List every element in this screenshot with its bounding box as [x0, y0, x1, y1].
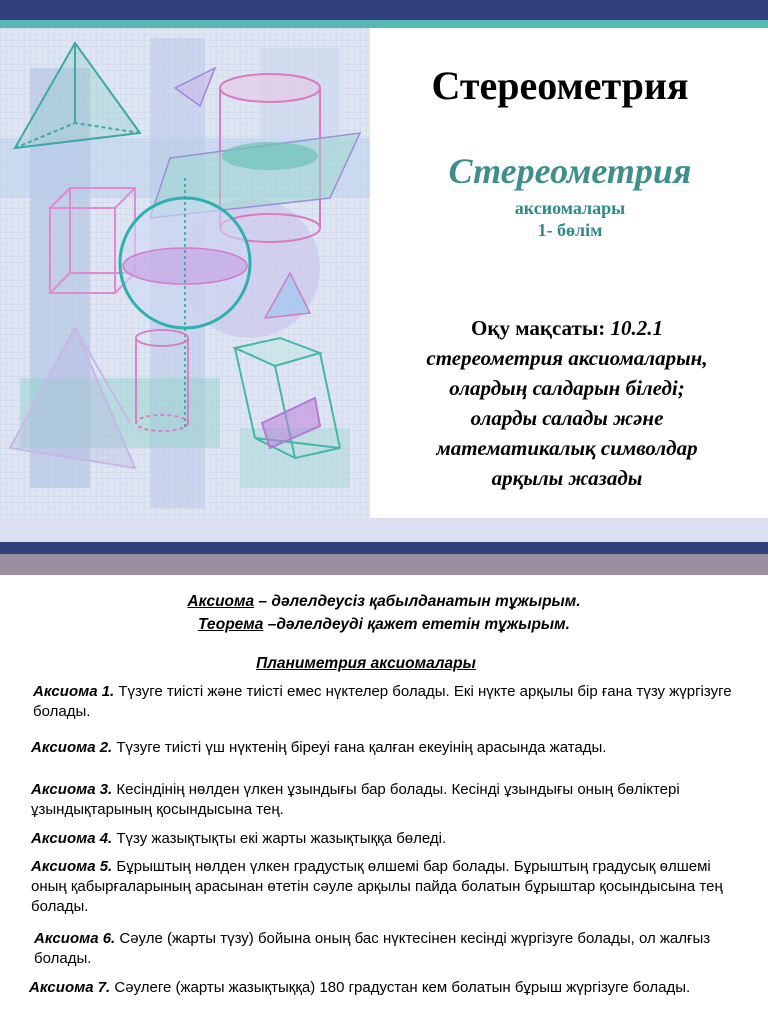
bottom-blue-bar [0, 542, 768, 554]
axiom-item [31, 829, 759, 849]
axiom-name: Аксиома 4. [31, 830, 113, 847]
top-teal-bar [0, 20, 768, 28]
axiom-item [33, 682, 761, 722]
axiom-text: Түзуге тиісті және тиісті емес нүктелер болады. Екі нүкте арқылы бір ғана түзу жүргізуге болады. [33, 683, 732, 720]
axiom-item [29, 978, 729, 998]
axiom-item [34, 929, 734, 969]
definition-theorem-text: –дәлелдеуді қажет ететін тұжырым. [263, 616, 570, 633]
axiom-text: Сәулеге (жарты жазықтыққа) 180 градустан кем болатын бұрыш жүргізуге болады. [110, 979, 691, 996]
term-theorem: Теорема [198, 616, 264, 633]
goal-line: арқылы жазады [491, 466, 643, 490]
geometry-illustration [0, 28, 370, 518]
bottom-purple-bar [0, 554, 768, 575]
axiom-text: Кесіндінің нөлден үлкен ұзындығы бар болады. Кесінді ұзындығы оның бөліктері ұзындықтарының қосындысына тең. [31, 781, 680, 818]
axiom-text: Бұрыштың нөлден үлкен градустық өлшемі бар болады. Бұрыштың градусық өлшемі оның қабырғаларының арасынан өтетін сәуле арқылы пайда болатын бұрыштар қосындысына тең болады. [31, 858, 723, 915]
goal-code: 10.2.1 [610, 316, 663, 340]
axioms-slide [0, 575, 768, 1024]
planimetry-axioms-heading: Планиметрия аксиомалары [256, 655, 476, 672]
bottom-light-bar [0, 518, 768, 542]
axiom-name: Аксиома 1. [33, 683, 115, 700]
goal-line: оларды салады және [470, 406, 664, 430]
axiom-item [31, 780, 703, 820]
axiom-item [31, 857, 731, 917]
subtitle-line-part: 1- бөлім [537, 220, 603, 240]
goal-line: олардың салдарын біледі; [449, 376, 685, 400]
subtitle-line-axioms: аксиомалары [514, 198, 626, 218]
top-blue-bar [0, 0, 768, 20]
term-axiom: Аксиома [187, 593, 255, 610]
axiom-name: Аксиома 3. [31, 781, 113, 798]
axiom-name: Аксиома 6. [34, 930, 116, 947]
axiom-name: Аксиома 7. [29, 979, 111, 996]
axiom-text: Түзу жазықтықты екі жарты жазықтыққа бөледі. [112, 830, 447, 847]
axiom-name: Аксиома 5. [31, 858, 113, 875]
axiom-text: Түзуге тиісті үш нүктенің біреуі ғана қалған екеуінің арасында жатады. [112, 739, 607, 756]
definition-axiom [0, 593, 768, 611]
axiom-item [31, 738, 759, 758]
axiom-name: Аксиома 2. [31, 739, 113, 756]
goal-line: стереометрия аксиомаларын, [426, 346, 708, 370]
slide-title: Стереометрия [431, 63, 689, 108]
subtitle-lines [400, 197, 740, 241]
subtitle: Стереометрия [448, 151, 692, 191]
goal-line: математикалық символдар [436, 436, 698, 460]
axiom-text: Сәуле (жарты түзу) бойына оның бас нүктесінен кесінді жүргізуге болады, ол жалғыз болады. [34, 930, 711, 967]
goal-label: Оқу мақсаты: [471, 316, 606, 340]
definition-theorem [0, 616, 768, 634]
definition-axiom-text: – дәлелдеусіз қабылданатын тұжырым. [254, 593, 581, 610]
learning-goal [392, 313, 742, 493]
